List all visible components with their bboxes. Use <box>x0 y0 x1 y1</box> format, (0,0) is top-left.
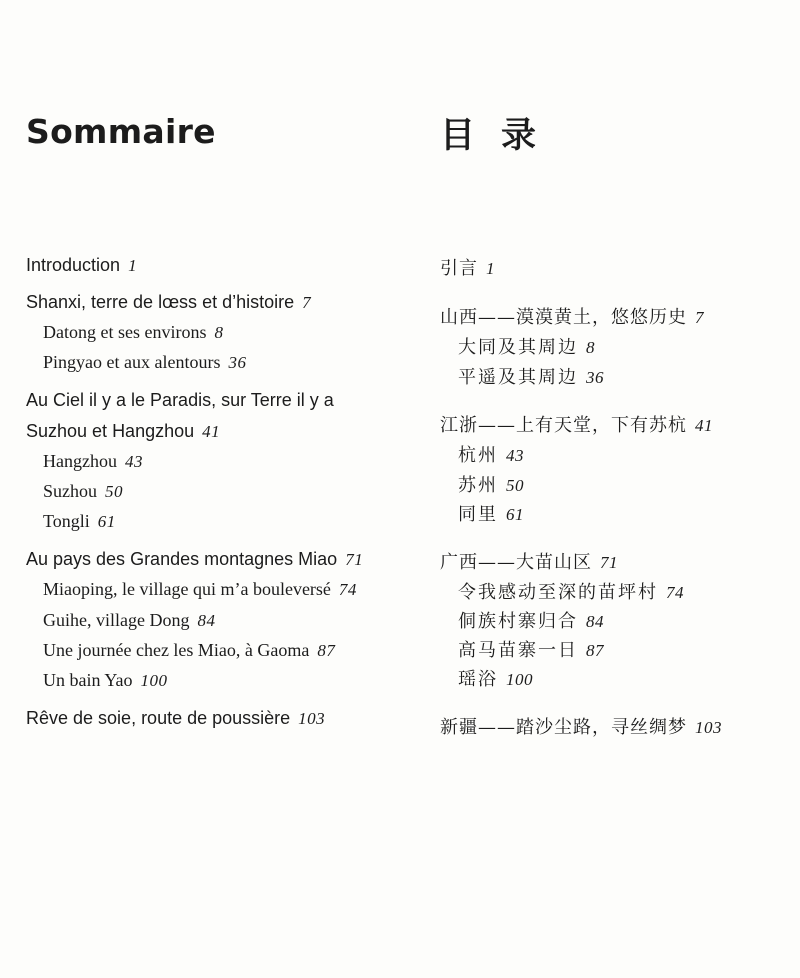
page-number: 7 <box>302 293 312 312</box>
toc-subentry-hangzhou: Hangzhou 43 <box>43 451 143 471</box>
toc-entry-jiangzhe-line2: Suzhou et Hangzhou 41 <box>26 421 221 441</box>
toc-entry-introduction: Introduction 1 <box>26 255 138 275</box>
page-number: 36 <box>586 368 604 387</box>
page-number: 43 <box>124 452 143 471</box>
toc-subentry-gaoma-zh: 高马苗寨一日 87 <box>458 640 604 661</box>
toc-subentry-miaoping: Miaoping, le village qui m’a bouleversé 74 <box>43 579 357 599</box>
page-number: 41 <box>202 422 221 441</box>
toc-subentry-hangzhou-zh: 杭州 43 <box>458 445 524 466</box>
page-number: 100 <box>140 671 168 690</box>
toc-subentry-yaoyu-zh: 瑶浴 100 <box>458 669 533 690</box>
page-number: 7 <box>695 308 704 327</box>
toc-entry-jiangzhe-zh: 江浙——上有天堂，下有苏杭 41 <box>440 415 713 436</box>
toc-subentry-miaoping-zh: 令我感动至深的苗坪村 74 <box>458 582 684 603</box>
toc-subentry-pingyao-zh: 平遥及其周边 36 <box>458 367 604 388</box>
page-number: 61 <box>506 505 524 524</box>
page-number: 1 <box>128 256 138 275</box>
page-number: 103 <box>298 709 326 728</box>
page-number: 74 <box>338 580 357 599</box>
page-number: 8 <box>214 323 224 342</box>
page-number: 1 <box>486 259 495 278</box>
toc-subentry-bain-yao: Un bain Yao 100 <box>43 670 168 690</box>
page-number: 50 <box>105 482 123 501</box>
toc-entry-shanxi-zh: 山西——漠漠黄土，悠悠历史 7 <box>440 307 704 328</box>
page-number: 61 <box>97 512 116 531</box>
toc-subentry-datong: Datong et ses environs 8 <box>43 322 224 342</box>
page-number: 71 <box>345 550 364 569</box>
page-number: 50 <box>506 476 524 495</box>
page-number: 84 <box>197 611 216 630</box>
toc-subentry-guihe: Guihe, village Dong 84 <box>43 610 216 630</box>
toc-subentry-tongli: Tongli 61 <box>43 511 116 531</box>
toc-entry-xinjiang-zh: 新疆——踏沙尘路，寻丝绸梦 103 <box>440 717 722 738</box>
toc-subentry-tongli-zh: 同里 61 <box>458 504 524 525</box>
chinese-contents-title: 目录 <box>440 116 563 156</box>
toc-entry-jiangzhe-line1: Au Ciel il y a le Paradis, sur Terre il y a <box>26 390 334 410</box>
page-number: 43 <box>506 446 524 465</box>
toc-subentry-suzhou-zh: 苏州 50 <box>458 475 524 496</box>
page-number: 100 <box>506 670 533 689</box>
page-number: 71 <box>600 553 618 572</box>
toc-entry-yinyan: 引言 1 <box>440 258 495 279</box>
page-number: 87 <box>317 641 336 660</box>
page-number: 84 <box>586 612 604 631</box>
page-number: 41 <box>695 416 713 435</box>
toc-entry-shanxi: Shanxi, terre de lœss et d’histoire 7 <box>26 292 312 312</box>
toc-subentry-datong-zh: 大同及其周边 8 <box>458 337 595 358</box>
page-number: 36 <box>228 353 247 372</box>
toc-subentry-gaoma: Une journée chez les Miao, à Gaoma 87 <box>43 640 336 660</box>
page-number: 87 <box>586 641 604 660</box>
toc-entry-guangxi: Au pays des Grandes montagnes Miao 71 <box>26 549 364 569</box>
french-contents-title: Sommaire <box>26 112 216 151</box>
page-number: 103 <box>695 718 722 737</box>
toc-entry-xinjiang: Rêve de soie, route de poussière 103 <box>26 708 326 728</box>
page-number: 74 <box>666 583 684 602</box>
page-number: 8 <box>586 338 595 357</box>
toc-subentry-pingyao: Pingyao et aux alentours 36 <box>43 352 247 372</box>
toc-entry-guangxi-zh: 广西——大苗山区 71 <box>440 552 618 573</box>
toc-subentry-guihe-zh: 侗族村寨归合 84 <box>458 611 604 632</box>
toc-subentry-suzhou: Suzhou 50 <box>43 481 123 501</box>
